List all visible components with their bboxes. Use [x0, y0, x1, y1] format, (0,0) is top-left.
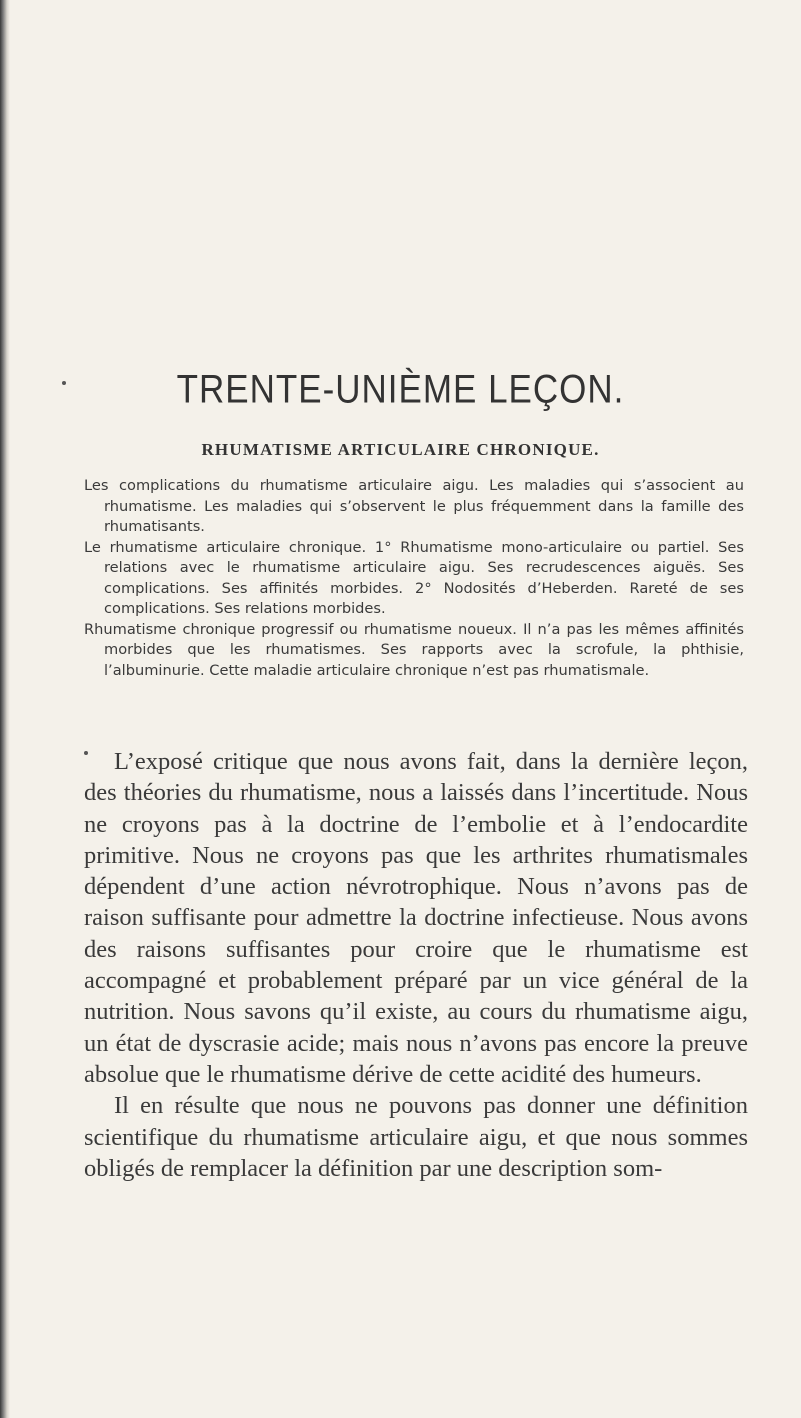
summary-paragraph: Les complications du rhumatisme articulaire aigu. Les maladies qui s’associent au rhumatisme. Les maladies qui s’observent le plus fréquemment dans la famille des rhumatisants. [84, 477, 744, 535]
lesson-summary [84, 476, 744, 681]
summary-paragraph: Rhumatisme chronique progressif ou rhumatisme noueux. Il n’a pas les mêmes affinités morbides que les rhumatismes. Ses rapports avec la scrofule, la phthisie, l’albuminurie. Cette maladie articulaire chronique n’est pas rhumatismale. [84, 620, 744, 679]
summary-paragraph: Le rhumatisme articulaire chronique. 1° Rhumatisme mono-articulaire ou partiel. Ses relations avec le rhumatisme articulaire aigu. Ses recrudescences aiguës. Ses complications. Ses affinités morbides. 2° Nodosités d’Heberden. Rareté de ses complications. Ses relations morbides. [84, 538, 744, 617]
binding-shadow [0, 0, 10, 1418]
body-paragraph: Il en résulte que nous ne pouvons pas donner une définition scientifique du rhumatisme articulaire aigu, et que nous sommes obligés de remplacer la définition par une description som- [84, 1092, 748, 1182]
lesson-body [84, 746, 748, 1184]
lesson-subtitle: RHUMATISME ARTICULAIRE CHRONIQUE. [201, 440, 600, 459]
lesson-title: TRENTE-UNIÈME LEÇON. [176, 367, 625, 412]
margin-mark [62, 381, 66, 385]
body-paragraph: L’exposé critique que nous avons fait, dans la dernière leçon, des théories du rhumatisme, nous a laissés dans l’incertitude. Nous ne croyons pas à la doctrine de l’embolie et à l’endocardite primitive. Nous ne croyons pas que les arthrites rhumatismales dépendent d’une action névrotrophique. Nous n’avons pas de raison suffisante pour admettre la doctrine infectieuse. Nous avons des raisons suffisantes pour croire que le rhumatisme est accompagné et probablement préparé par un vice général de la nutrition. Nous savons qu’il existe, au cours du rhumatisme aigu, un état de dyscrasie acide; mais nous n’avons pas encore la preuve absolue que le rhumatisme dérive de cette acidité des humeurs. [84, 748, 748, 1088]
margin-mark [84, 751, 88, 755]
